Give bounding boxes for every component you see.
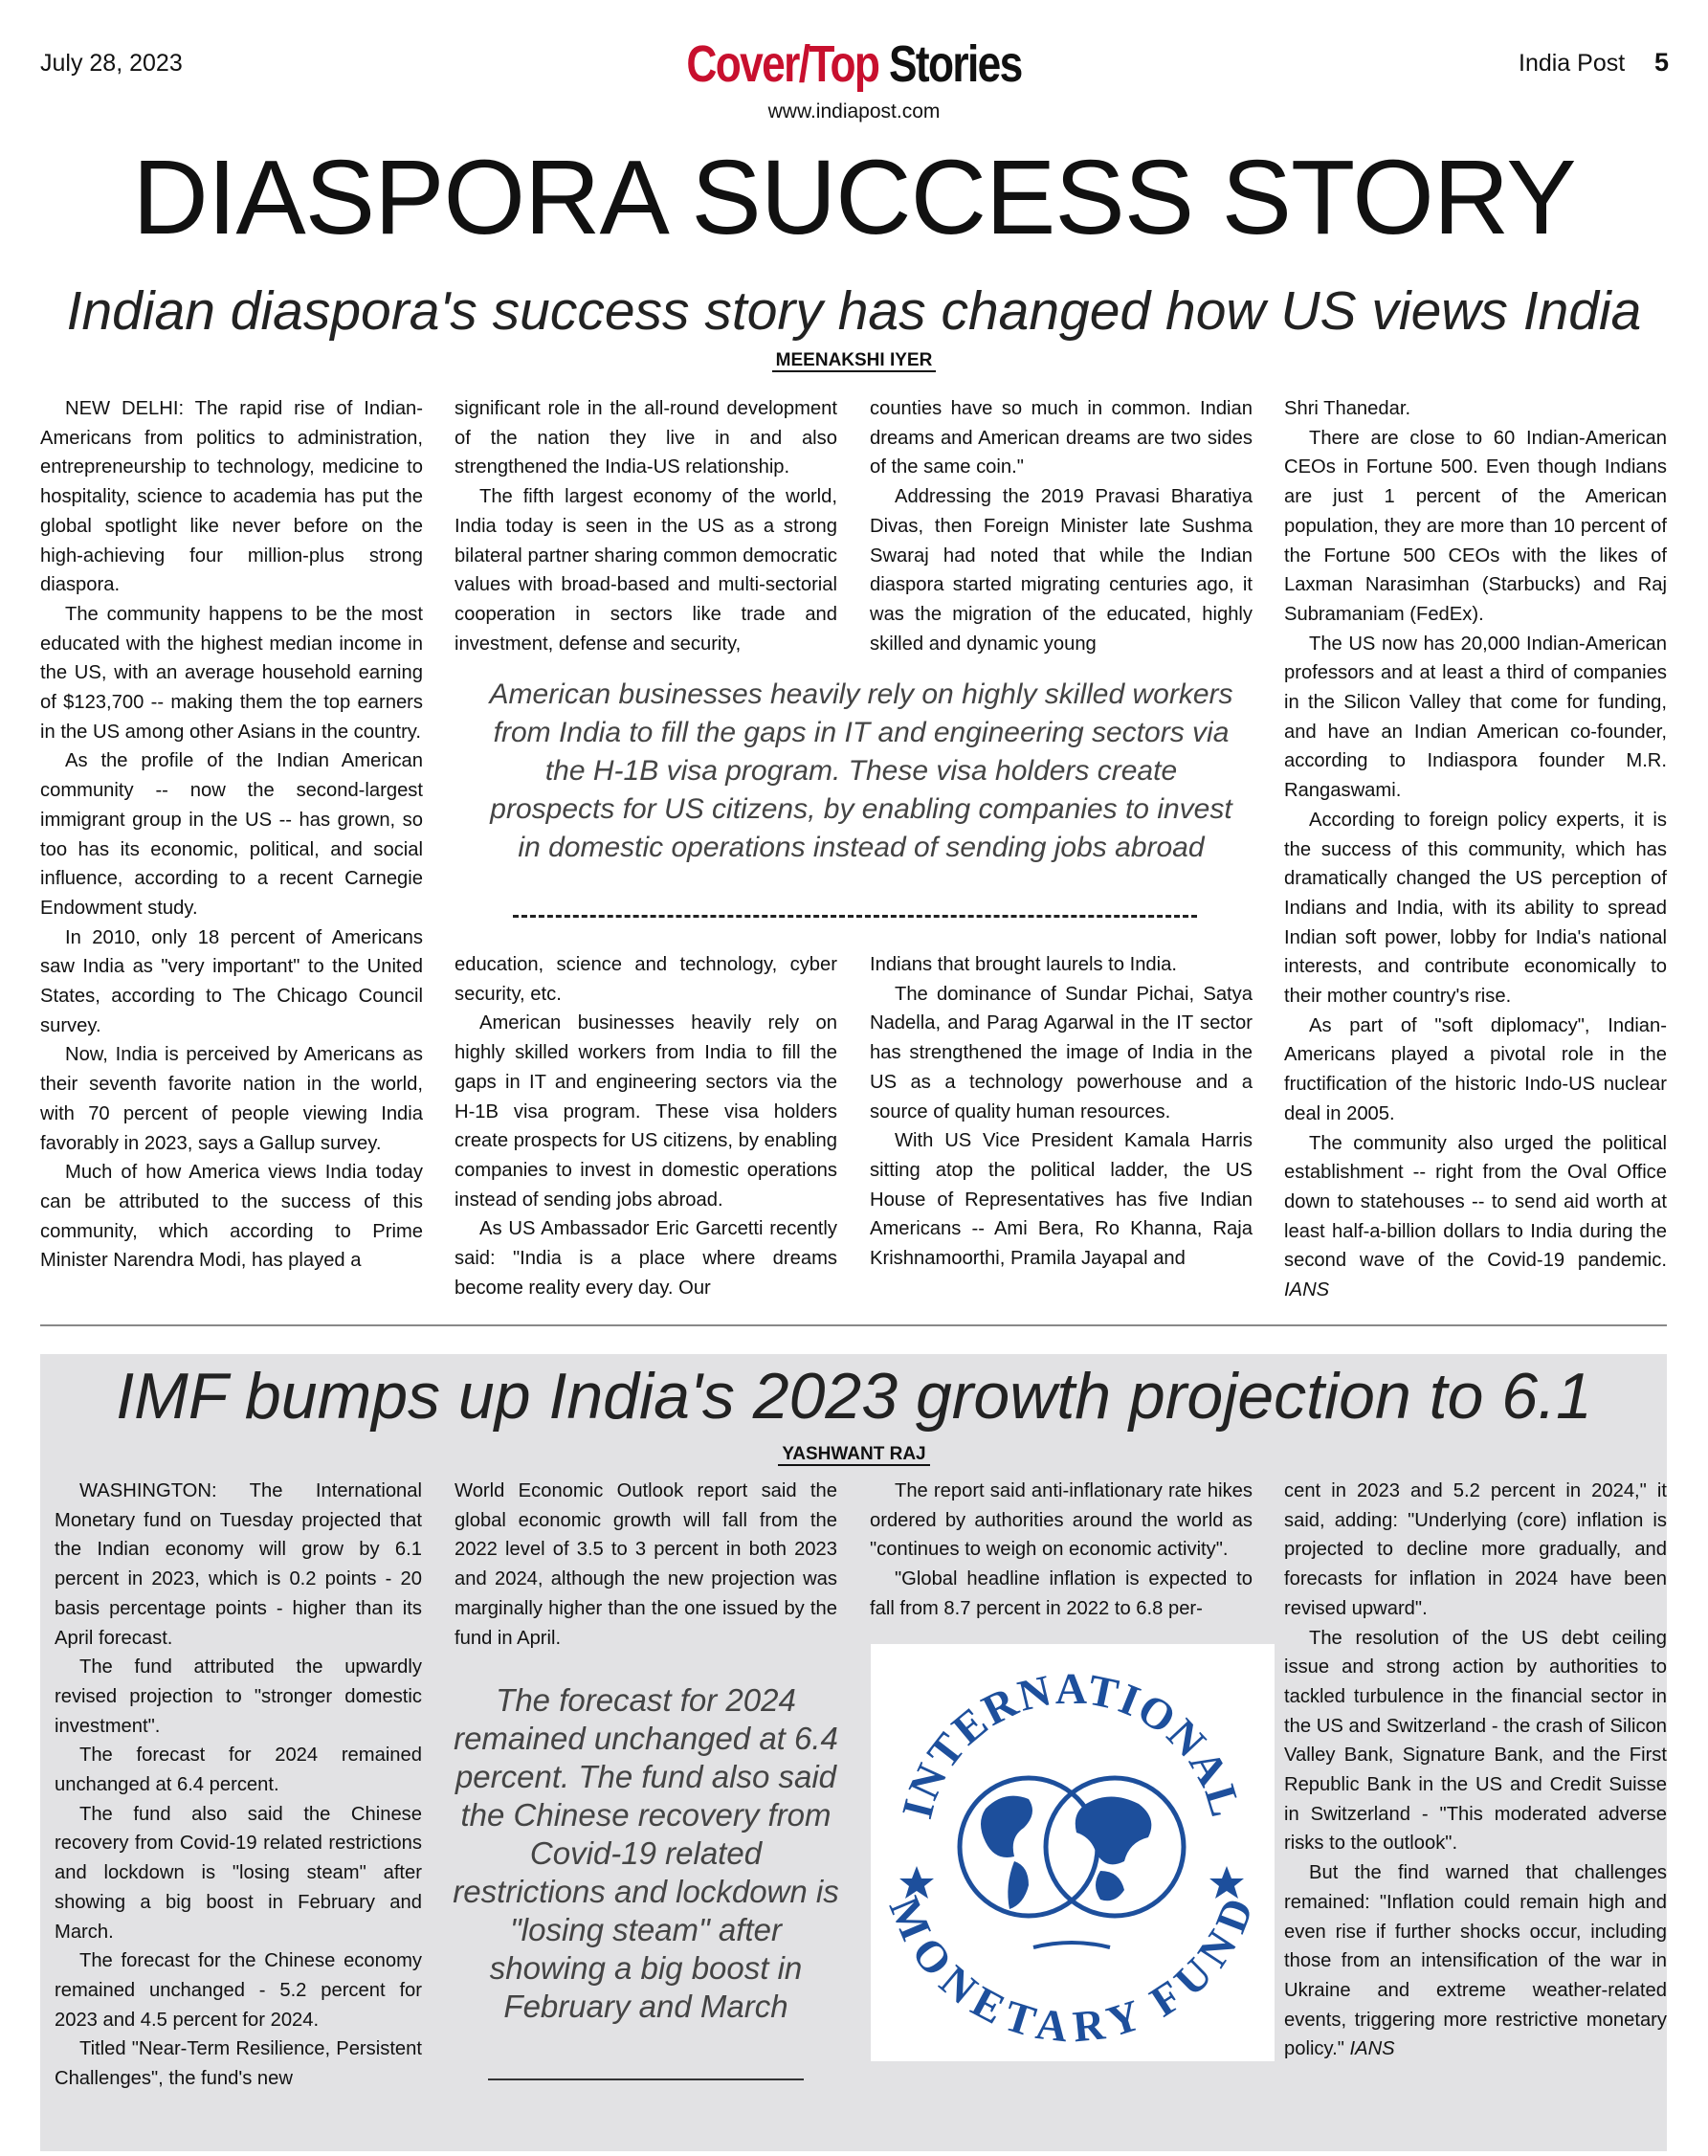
paragraph: The fund also said the Chinese recovery from Covid-19 related restrictions and lockdown is "losing steam" after showing a big boost in February and March. [55,1803,422,1943]
paragraph: education, science and technology, cyber security, etc. [455,954,837,1005]
story2-column-1 [55,1477,422,2094]
story-divider [40,1324,1667,1326]
paragraph: As part of "soft diplomacy", Indian-Americans played a pivotal role in the fructification of the historic Indo-US nuclear deal in 2005. [1284,1014,1667,1124]
section-title-red: Cover/Top [686,35,879,93]
paragraph: The fifth largest economy of the world, India today is seen in the US as a strong bilateral partner sharing common democratic values with broad-based and multi-sectorial cooperation in sectors like trade and investment, defense and security, [455,486,837,655]
story1-column-2-top [455,394,837,658]
paragraph: The community happens to be the most educated with the highest median income in the US, with an average household earning of $123,700 -- making them the top earners in the US among other Asians in the country. [40,603,423,743]
paragraph: In 2010, only 18 percent of Americans saw India as "very important" to the United States, according to The Chicago Council survey. [40,926,423,1036]
paragraph: As the profile of the Indian American community -- now the second-largest immigrant group in the US -- has grown, so too has its economic, political, and social influence, according to a recent Carnegie Endowment study. [40,750,423,919]
olive-branch-icon [1033,1943,1110,1947]
imf-logo-text-top: INTERNATIONAL [892,1663,1252,1824]
story2-column-4 [1284,1477,1667,2064]
paragraph: The forecast for 2024 remained unchanged at 6.4 percent. [55,1745,422,1796]
paragraph: Now, India is perceived by Americans as their seventh favorite nation in the world, with 70 percent of people viewing India favorably in 2023, says a Gallup survey. [40,1044,423,1154]
story2-credit: IANS [1349,2038,1395,2060]
paragraph: With US Vice President Kamala Harris sitting atop the political ladder, the US House of Representatives has five Indian Americans -- Ami Bera, Ro Khanna, Raja Krishnamoorthi, Pramila Jayapal and [870,1130,1253,1270]
page-number: 5 [1654,48,1670,77]
paragraph [1284,1129,1667,1305]
paragraph: Indians that brought laurels to India. [870,954,1177,975]
paragraph: The US now has 20,000 Indian-American professors and at least a third of companies in the Silicon Valley that come for funding, and have an Indian American co-founder, according to Indiaspora founder M.R. Rangaswami. [1284,633,1667,802]
imf-logo-icon [871,1646,1273,2048]
paragraph: WASHINGTON: The International Monetary fund on Tuesday projected that the Indian economy will grow by 6.1 percent in 2023, which is 0.2 points - 20 basis percentage points - higher than its April forecast. [55,1480,422,1649]
story1-column-1 [40,394,423,1276]
pull-quote-rule [513,915,1197,918]
paragraph: Shri Thanedar. [1284,398,1411,419]
paragraph: The report said anti-inflationary rate hikes ordered by authorities around the world as "continues to weigh on economic activity". [870,1480,1253,1561]
publication-name: India Post [1519,50,1626,77]
story2-pull-quote: The forecast for 2024 remained unchanged at 6.4 percent. The fund also said the Chinese recovery from Covid-19 related restrictions and lockdown is "losing steam" after showing a big boost in February and March [453,1682,839,2024]
paragraph: Addressing the 2019 Pravasi Bharatiya Divas, then Foreign Minister late Sushma Swaraj had noted that while the Indian diaspora started migrating centuries ago, it was the migration of the educated, highly skilled and dynamic young [870,486,1253,655]
paragraph: NEW DELHI: The rapid rise of Indian-Americans from politics to administration, entrepreneurship to technology, medicine to hospitality, science to academia has put the global spotlight like never before on the high-achieving four million-plus strong diaspora. [40,398,423,596]
section-title [154,34,1555,94]
paragraph-text: But the find warned that challenges remained: "Inflation could remain high and even rise if further shocks occur, including those from an intensification of the war in Ukraine and extreme weather-related events, triggering more restrictive monetary policy." [1284,1862,1667,2060]
paragraph: counties have so much in common. Indian dreams and American dreams are two sides of the same coin." [870,398,1253,478]
issue-date: July 28, 2023 [40,50,183,77]
paragraph: According to foreign policy experts, it is the success of this community, which has dramatically changed the US perception of Indians and India, with its ability to spread Indian soft power, lobby for India's national interests, and contribute economically to their mother country's rise. [1284,809,1667,1008]
paragraph: There are close to 60 Indian-American CEOs in Fortune 500. Even though Indians are just 1 percent of the American population, they are more than 10 percent of the Fortune 500 CEOs with the likes of Laxman Narasimhan (Starbucks) and Raj Subramaniam (FedEx). [1284,427,1667,625]
story1-pull-quote: American businesses heavily rely on highly skilled workers from India to fill the gaps in IT and engineering sectors via the H-1B visa program. These visa holders create prospects for US citizens, by enabling companies to invest in domestic operations instead of sending jobs abroad [489,678,1233,863]
story1-column-4 [1284,394,1667,1305]
paragraph: cent in 2023 and 5.2 percent in 2024," it said, adding: "Underlying (core) inflation is projected to decline more gradually, and forecasts for inflation in 2024 have been revised upward". [1284,1480,1667,1619]
paragraph: World Economic Outlook report said the global economic growth will fall from the 2022 level of 3.5 to 3 percent in both 2023 and 2024, although the new projection was marginally higher than the one issued by the fund in April. [455,1480,837,1649]
paragraph: As US Ambassador Eric Garcetti recently said: "India is a place where dreams become reality every day. Our [455,1218,837,1299]
story1-column-3-bottom [870,950,1253,1274]
paragraph [1284,1858,1667,2064]
story1-byline [0,350,1708,371]
story2-headline: IMF bumps up India's 2023 growth projection to 6.1 [116,1360,1592,1433]
story1-column-3-top [870,394,1253,658]
story1-credit: IANS [1284,1279,1330,1301]
continents-icon [981,1796,1151,1909]
imf-logo-text-bottom: MONETARY FUND [879,1889,1264,2048]
paragraph: The fund attributed the upwardly revised projection to "stronger domestic investment". [55,1656,422,1737]
paragraph: significant role in the all-round development of the nation they live in and also strengthened the India-US relationship. [455,398,837,478]
story1-byline-text: MEENAKSHI IYER [772,350,937,372]
paragraph: The forecast for the Chinese economy remained unchanged - 5.2 percent for 2023 and 4.5 percent for 2024. [55,1950,422,2031]
story1-headline: DIASPORA SUCCESS STORY [132,139,1576,256]
paragraph: The resolution of the US debt ceiling issue and strong action by authorities to tackled turbulence in the financial sector in the US and Switzerland - the crash of Silicon Valley Bank, Signature Bank, and the First Republic Bank in the US and Credit Suisse in Switzerland - "This moderated adverse risks to the outlook". [1284,1627,1667,1855]
paragraph: Much of how America views India today can be attributed to the success of this community, which according to Prime Minister Narendra Modi, has played a [40,1162,423,1272]
story2-byline-text: YASHWANT RAJ [778,1444,929,1466]
story2-column-3 [870,1477,1253,1624]
story1-column-2-bottom [455,950,837,1302]
paragraph: The dominance of Sundar Pichai, Satya Nadella, and Parag Agarwal in the IT sector has strengthened the image of India in the US as a technology powerhouse and a source of quality human resources. [870,983,1253,1122]
paragraph: American businesses heavily rely on highly skilled workers from India to fill the gaps in IT and engineering sectors via the H-1B visa program. These visa holders create prospects for US citizens, by enabling companies to invest in domestic operations instead of sending jobs abroad. [455,1012,837,1211]
website-link[interactable]: www.indiapost.com [767,100,941,122]
pull-quote-rule [488,2078,804,2080]
story2-byline [0,1444,1708,1465]
paragraph: Titled "Near-Term Resilience, Persistent Challenges", the fund's new [55,2038,422,2090]
section-title-black: Stories [888,35,1022,93]
story2-column-2 [455,1477,837,1653]
story1-subheadline: Indian diaspora's success story has changed how US views India [66,280,1642,342]
paragraph-text: The community also urged the political establishment -- right from the Oval Office down to statehouses -- to send aid worth at least half-a-billion dollars to India during the second wave of the Covid-19 pandemic. [1284,1132,1667,1272]
paragraph: "Global headline inflation is expected to fall from 8.7 percent in 2022 to 6.8 per- [870,1568,1253,1619]
